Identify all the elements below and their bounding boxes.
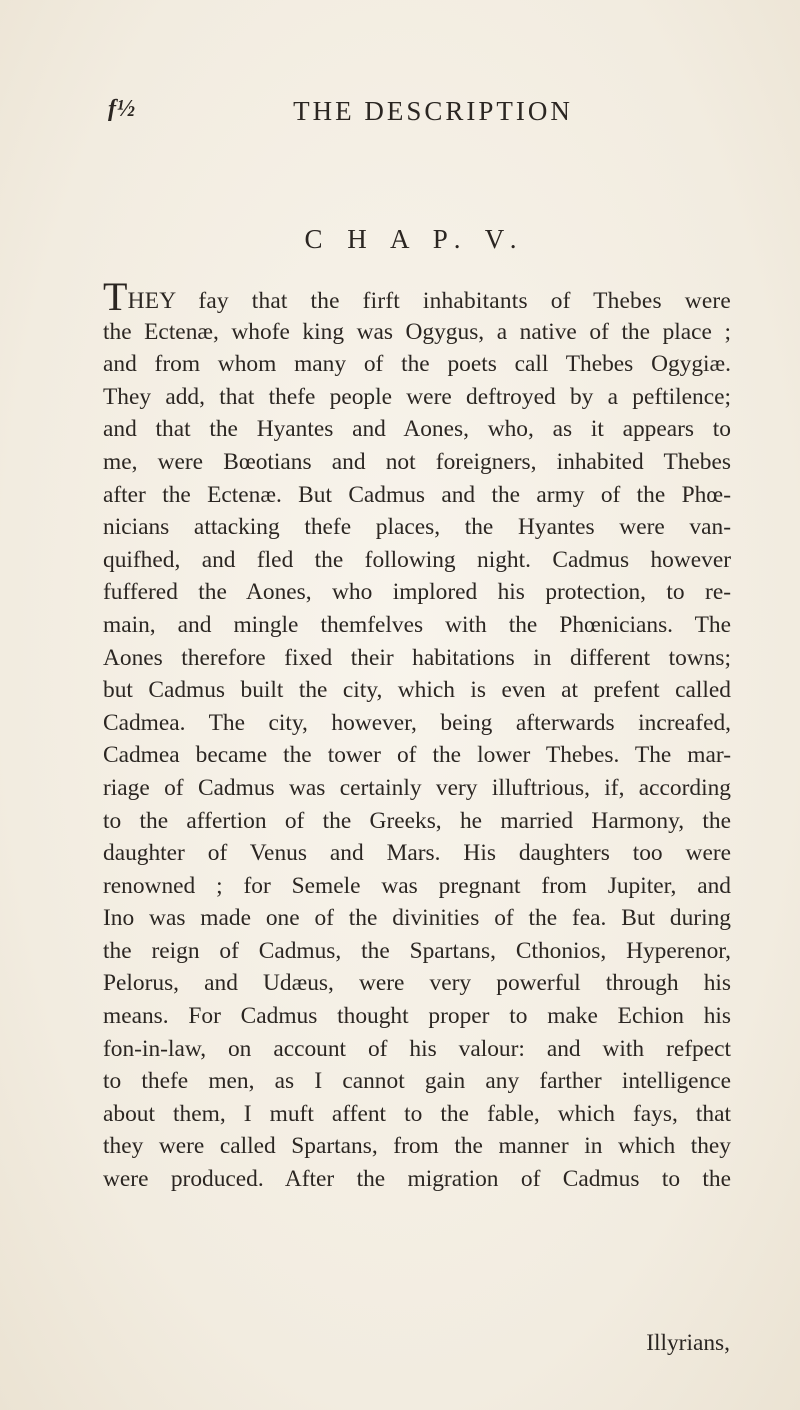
- text-line: about them, I muft affent to the fable, which fays, that: [103, 1100, 731, 1127]
- running-head: [108, 96, 718, 136]
- text-line: Aones therefore fixed their habitations in different towns;: [103, 644, 731, 671]
- text-line: after the Ectenæ. But Cadmus and the army of the Phœ-: [103, 481, 731, 508]
- catchword: Illyrians,: [646, 1330, 730, 1356]
- text-line: the Ectenæ, whofe king was Ogygus, a native of the place ;: [103, 318, 731, 345]
- text-line-first: [103, 283, 731, 316]
- text-line: fuffered the Aones, who implored his protection, to re-: [103, 579, 731, 606]
- text-line: but Cadmus built the city, which is even at prefent called: [103, 677, 731, 704]
- page-number: f½: [108, 96, 136, 122]
- text-line: daughter of Venus and Mars. His daughters too were: [103, 840, 731, 867]
- text-line: to the affertion of the Greeks, he married Harmony, the: [103, 807, 731, 834]
- text-line: they were called Spartans, from the manner in which they: [103, 1133, 731, 1160]
- running-title: THE DESCRIPTION: [293, 96, 573, 126]
- chapter-heading: C H A P. V.: [304, 224, 526, 254]
- text-line: HEY fay that the firft inhabitants of Thebes were: [127, 288, 731, 314]
- text-line: means. For Cadmus thought proper to make Echion his: [103, 1003, 731, 1030]
- text-line: and from whom many of the poets call Thebes Ogygiæ.: [103, 351, 731, 378]
- text-line: Cadmea. The city, however, being afterwards increafed,: [103, 709, 731, 736]
- text-line: nicians attacking thefe places, the Hyantes were van-: [103, 514, 731, 541]
- body-text: [103, 283, 731, 1196]
- text-line: Ino was made one of the divinities of the fea. But during: [103, 905, 731, 932]
- text-line: me, were Bœotians and not foreigners, inhabited Thebes: [103, 448, 731, 475]
- text-line: riage of Cadmus was certainly very illuftrious, if, according: [103, 774, 731, 801]
- text-line: were produced. After the migration of Cadmus to the: [103, 1166, 731, 1193]
- text-line: quifhed, and fled the following night. Cadmus however: [103, 546, 731, 573]
- text-line: Cadmea became the tower of the lower Thebes. The mar-: [103, 742, 731, 769]
- text-line: They add, that thefe people were deftroyed by a peftilence;: [103, 383, 731, 410]
- text-line: the reign of Cadmus, the Spartans, Cthonios, Hyperenor,: [103, 937, 731, 964]
- text-line: to thefe men, as I cannot gain any farther intelligence: [103, 1068, 731, 1095]
- text-line: and that the Hyantes and Aones, who, as it appears to: [103, 416, 731, 443]
- text-line: Pelorus, and Udæus, were very powerful through his: [103, 970, 731, 997]
- text-line: fon-in-law, on account of his valour: and with refpect: [103, 1035, 731, 1062]
- drop-cap: T: [103, 283, 128, 316]
- text-line: main, and mingle themfelves with the Phœnicians. The: [103, 611, 731, 638]
- text-line: renowned ; for Semele was pregnant from Jupiter, and: [103, 872, 731, 899]
